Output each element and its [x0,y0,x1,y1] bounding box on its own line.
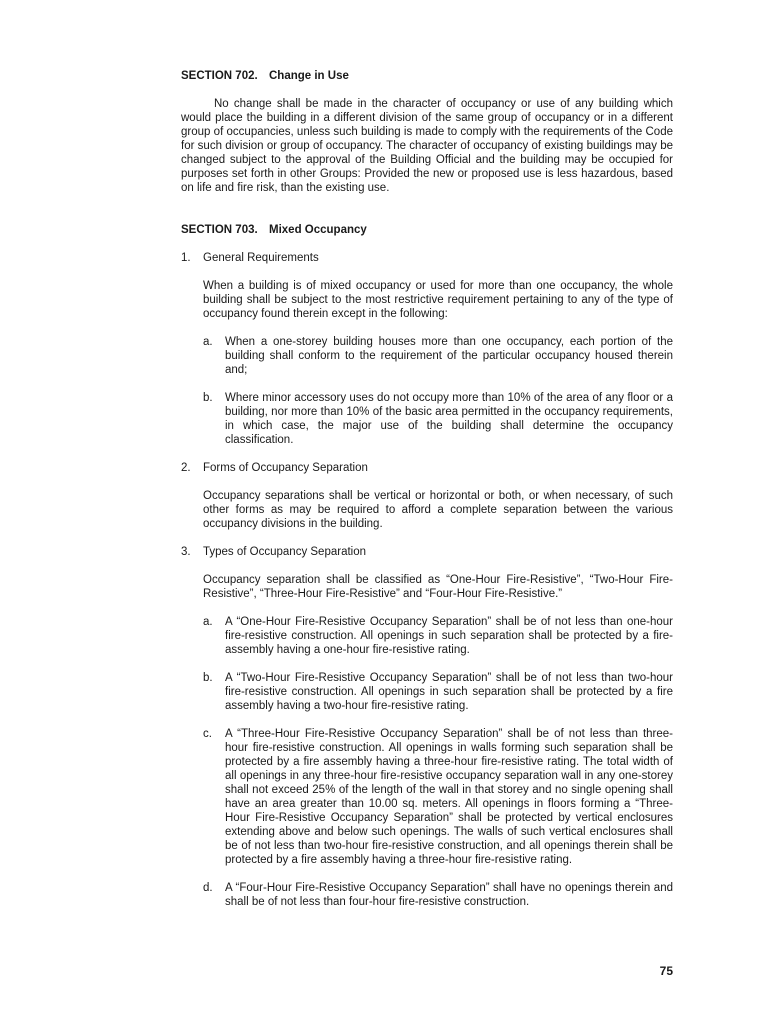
sublist-item-text: A “Three-Hour Fire-Resistive Occupancy Separation” shall be of not less than three-hour fire-resistive construction. All openings in walls forming such separation shall be protected by a fire assembly having a three-hour fire-resistive rating. The total width of all openings in any three-hour fire-resistive occupancy separation wall in any one-storey shall not exceed 25% of the length of the wall in that storey and no single opening shall have an area greater than 10.00 sq. meters. All openings in floors forming a “Three-Hour Fire-Resistive Occupancy Separation” shall be protected by vertical enclosures extending above and below such openings. The walls of such vertical enclosures shall be of not less than two-hour fire-resistive construction, and all openings therein shall be protected by a fire assembly having a three-hour fire-resistive rating. [225,728,673,866]
list-item-1 [181,251,673,265]
item-1-sublist [203,335,673,447]
sublist-marker: a. [203,616,213,628]
sublist-marker: c. [203,728,212,740]
sublist-marker: b. [203,672,213,684]
section-702-number: SECTION 702. [181,70,258,82]
sublist-item-3a [203,615,673,657]
list-item-heading: Forms of Occupancy Separation [203,462,368,474]
sublist-item-1a [203,335,673,377]
sublist-item-1b [203,391,673,447]
document-page [181,69,673,909]
section-702-paragraph: No change shall be made in the character of occupancy or use of any building which would place the building in a different division of the same group of occupancy or in a different group of occupancies, unless such building is made to comply with the requirements of the Code for such division or group of occupancy. The character of occupancy of existing buildings may be changed subject to the approval of the Building Official and the building may be occupied for purposes set forth in other Groups: Provided the new or proposed use is less hazardous, based on life and fire risk, than the existing use. [181,98,673,194]
section-703-number: SECTION 703. [181,224,258,236]
section-703-heading [181,223,673,237]
sublist-item-text: A “One-Hour Fire-Resistive Occupancy Separation” shall be of not less than one-hour fire-resistive construction. All openings in such separation shall be protected by a fire-assembly having a one-hour fire-resistive rating. [225,616,673,656]
list-item-2 [181,461,673,475]
sublist-item-3b [203,671,673,713]
sublist-item-text: A “Four-Hour Fire-Resistive Occupancy Separation” shall have no openings therein and shall be of not less than four-hour fire-resistive construction. [225,882,673,908]
sublist-item-text: A “Two-Hour Fire-Resistive Occupancy Separation” shall be of not less than two-hour fire-resistive construction. All openings in such separation shall be protected by a fire assembly having a two-hour fire-resistive rating. [225,672,673,712]
list-marker: 3. [181,546,191,558]
list-marker: 2. [181,462,191,474]
section-702-heading [181,69,673,83]
item-1-paragraph: When a building is of mixed occupancy or used for more than one occupancy, the whole building shall be subject to the most restrictive requirement pertaining to any of the type of occupancy found therein except in the following: [203,280,673,320]
list-item-heading: Types of Occupancy Separation [203,546,367,558]
list-marker: 1. [181,252,191,264]
list-item-3 [181,545,673,559]
sublist-marker: d. [203,882,213,894]
sublist-item-text: Where minor accessory uses do not occupy more than 10% of the area of any floor or a building, nor more than 10% of the basic area permitted in the occupancy requirements, in which case, the major use of the building shall determine the occupancy classification. [225,392,673,446]
list-item-heading: General Requirements [203,252,319,264]
item-2-paragraph: Occupancy separations shall be vertical or horizontal or both, or when necessary, of such other forms as may be required to afford a complete separation between the various occupancy divisions in the building. [203,490,673,530]
sublist-item-3d [203,881,673,909]
sublist-marker: b. [203,392,213,404]
section-703-title: Mixed Occupancy [269,224,367,236]
section-702-title: Change in Use [269,70,349,82]
item-3-sublist [203,615,673,909]
sublist-marker: a. [203,336,213,348]
page-number: 75 [659,964,673,978]
item-3-paragraph: Occupancy separation shall be classified as “One-Hour Fire-Resistive”, “Two-Hour Fire-Resistive”, “Three-Hour Fire-Resistive” and “Four-Hour Fire-Resistive.” [203,574,673,600]
sublist-item-3c [203,727,673,867]
sublist-item-text: When a one-storey building houses more than one occupancy, each portion of the building shall conform to the requirement of the particular occupancy housed therein and; [225,336,673,376]
